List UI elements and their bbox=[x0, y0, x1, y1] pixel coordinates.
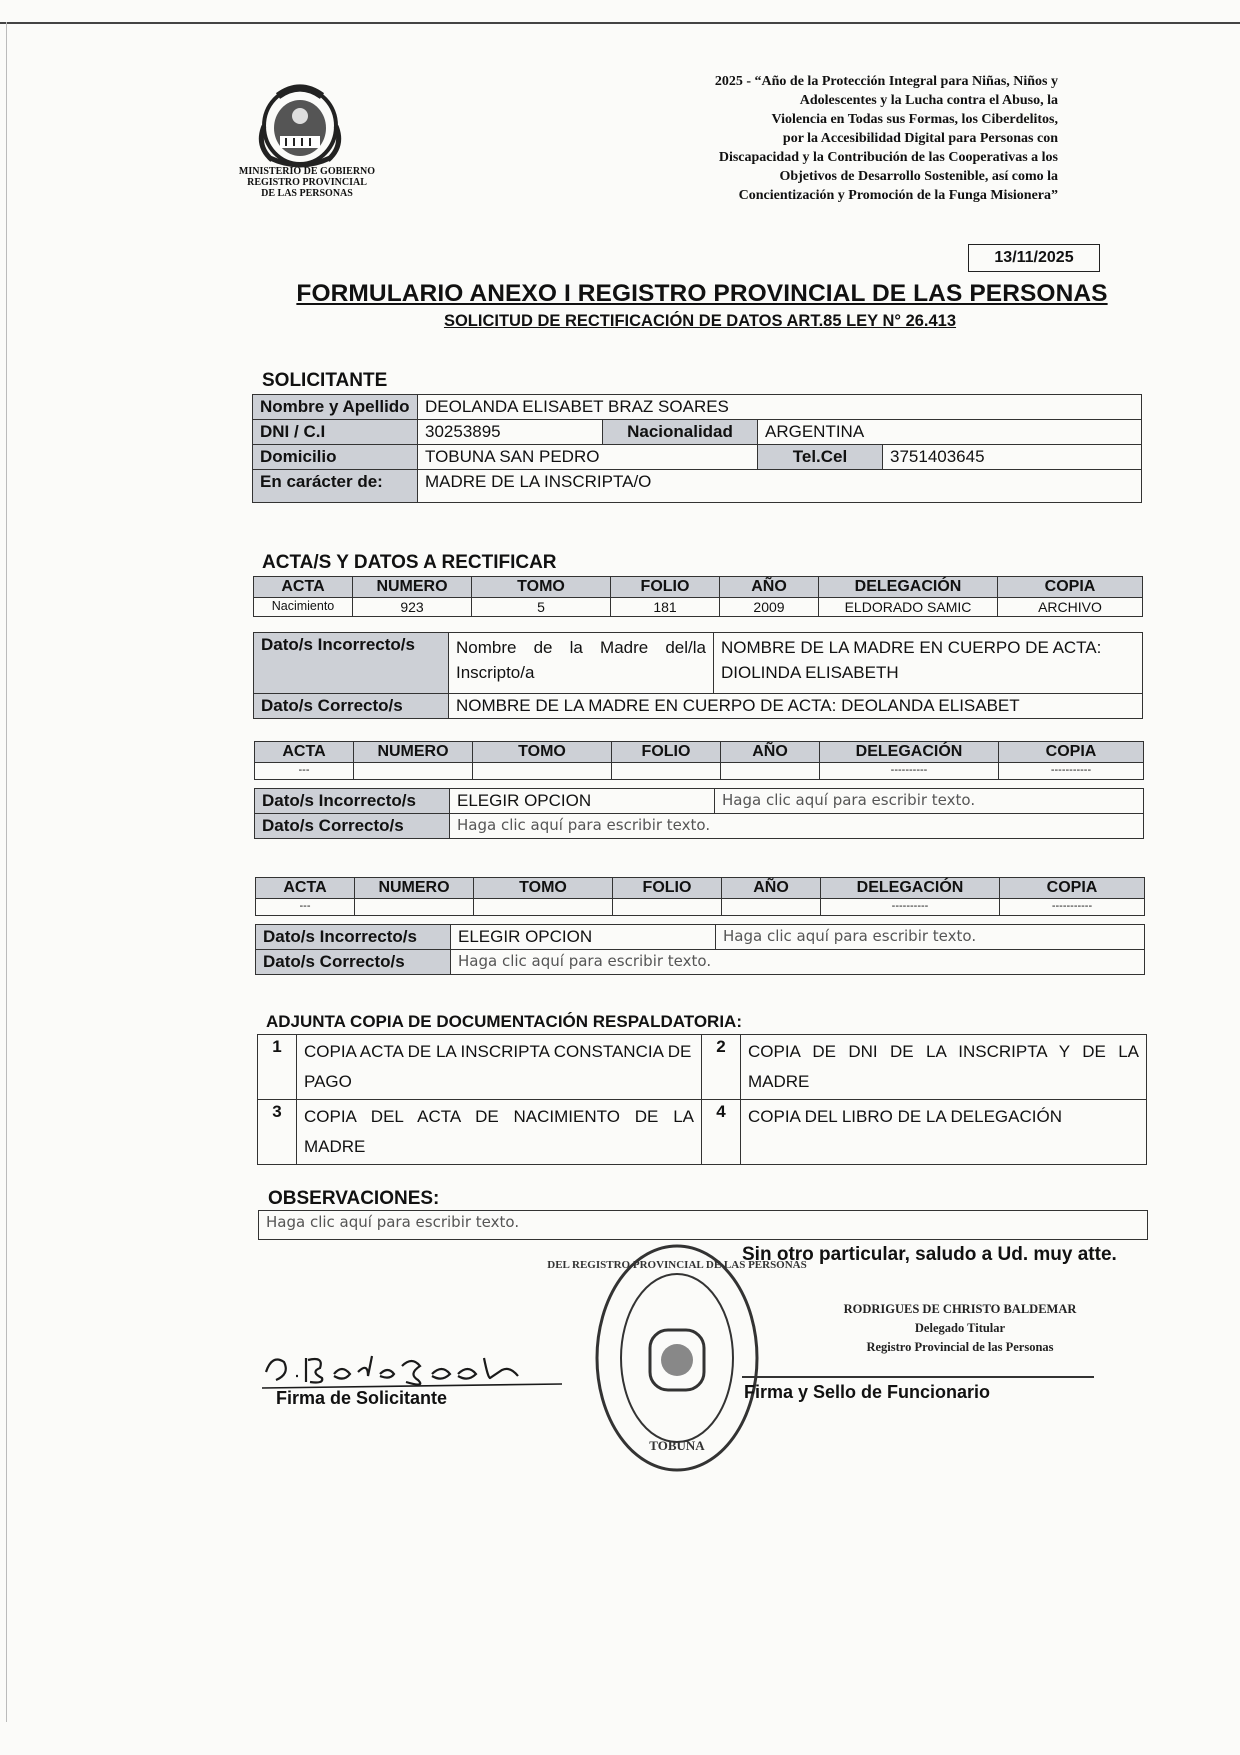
numero-value[interactable] bbox=[355, 899, 474, 916]
incorrect-value[interactable]: Haga clic aquí para escribir texto. bbox=[715, 789, 1144, 814]
nombre-label: Nombre y Apellido bbox=[253, 395, 418, 420]
tomo-value[interactable]: 5 bbox=[472, 598, 611, 617]
col-anio: AÑO bbox=[722, 878, 821, 899]
adjunta-item[interactable]: COPIA DE DNI DE LA INSCRIPTA Y DE LA MADRE bbox=[741, 1035, 1147, 1100]
year-slogan bbox=[560, 72, 1058, 205]
form-title: FORMULARIO ANEXO I REGISTRO PROVINCIAL DE LAS PERSONAS bbox=[296, 280, 1108, 307]
caracter-field[interactable]: MADRE DE LA INSCRIPTA/O bbox=[418, 470, 1142, 503]
date-field[interactable]: 13/11/2025 bbox=[968, 244, 1100, 272]
numero-value[interactable]: 923 bbox=[353, 598, 472, 617]
official-signature-block bbox=[840, 1300, 1080, 1357]
col-anio: AÑO bbox=[720, 577, 819, 598]
acta-2-table bbox=[254, 741, 1144, 780]
incorrect-label: Dato/s Incorrecto/s bbox=[254, 633, 449, 694]
tel-field[interactable]: 3751403645 bbox=[883, 445, 1142, 470]
col-anio: AÑO bbox=[721, 742, 820, 763]
acta-1-table bbox=[253, 576, 1143, 617]
adjunta-item[interactable]: COPIA DEL ACTA DE NACIMIENTO DE LA MADRE bbox=[297, 1100, 702, 1165]
copia-value[interactable]: ----------- bbox=[1000, 899, 1145, 916]
slogan-line: Concientización y Promoción de la Funga Misionera” bbox=[738, 188, 1058, 203]
official-stamp bbox=[547, 1238, 807, 1478]
col-tomo: TOMO bbox=[472, 577, 611, 598]
acta-2-datos bbox=[254, 788, 1144, 839]
official-signature-line bbox=[742, 1376, 1094, 1378]
item-number: 4 bbox=[702, 1100, 741, 1165]
col-folio: FOLIO bbox=[611, 577, 720, 598]
acta-value[interactable]: --- bbox=[255, 763, 354, 780]
col-folio: FOLIO bbox=[613, 878, 722, 899]
col-copia: COPIA bbox=[999, 742, 1144, 763]
domicilio-field[interactable]: TOBUNA SAN PEDRO bbox=[418, 445, 758, 470]
solicitante-heading: SOLICITANTE bbox=[262, 370, 388, 391]
observaciones-field[interactable]: Haga clic aquí para escribir texto. bbox=[259, 1211, 1148, 1240]
col-tomo: TOMO bbox=[474, 878, 613, 899]
slogan-line: Objetivos de Desarrollo Sostenible, así como la bbox=[779, 169, 1058, 184]
col-numero: NUMERO bbox=[354, 742, 473, 763]
ministry-line: DE LAS PERSONAS bbox=[261, 188, 353, 199]
correct-value[interactable]: NOMBRE DE LA MADRE EN CUERPO DE ACTA: DEOLANDA ELISABET bbox=[449, 694, 1143, 719]
col-acta: ACTA bbox=[256, 878, 355, 899]
incorrect-field[interactable]: Nombre de la Madre del/la Inscripto/a bbox=[449, 633, 714, 694]
col-numero: NUMERO bbox=[353, 577, 472, 598]
incorrect-value[interactable]: Haga clic aquí para escribir texto. bbox=[716, 925, 1145, 950]
correct-value[interactable]: Haga clic aquí para escribir texto. bbox=[451, 950, 1145, 975]
copia-value[interactable]: ----------- bbox=[999, 763, 1144, 780]
correct-label: Dato/s Correcto/s bbox=[256, 950, 451, 975]
actas-heading: ACTA/S Y DATOS A RECTIFICAR bbox=[262, 552, 557, 573]
coat-of-arms-logo bbox=[250, 76, 350, 168]
observaciones-heading: OBSERVACIONES: bbox=[268, 1188, 440, 1209]
acta-value[interactable]: --- bbox=[256, 899, 355, 916]
copia-value[interactable]: ARCHIVO bbox=[998, 598, 1143, 617]
folio-value[interactable] bbox=[613, 899, 722, 916]
col-delegacion: DELEGACIÓN bbox=[819, 577, 998, 598]
numero-value[interactable] bbox=[354, 763, 473, 780]
nombre-field[interactable]: DEOLANDA ELISABET BRAZ SOARES bbox=[418, 395, 1142, 420]
slogan-line: por la Accesibilidad Digital para Personas con bbox=[782, 131, 1058, 146]
closing-text: Sin otro particular, saludo a Ud. muy atte. bbox=[742, 1244, 1117, 1265]
col-folio: FOLIO bbox=[612, 742, 721, 763]
adjunta-item[interactable]: COPIA ACTA DE LA INSCRIPTA CONSTANCIA DE PAGO bbox=[297, 1035, 702, 1100]
acta-3-datos bbox=[255, 924, 1145, 975]
slogan-line: Adolescentes y la Lucha contra el Abuso, la bbox=[799, 93, 1058, 108]
delegacion-value[interactable]: ELDORADO SAMIC bbox=[819, 598, 998, 617]
correct-label: Dato/s Correcto/s bbox=[254, 694, 449, 719]
acta-3-table bbox=[255, 877, 1145, 916]
stamp-city: TOBUNA bbox=[649, 1438, 705, 1453]
nacionalidad-field[interactable]: ARGENTINA bbox=[758, 420, 1142, 445]
item-number: 2 bbox=[702, 1035, 741, 1100]
ministry-name bbox=[218, 166, 396, 199]
official-line: Registro Provincial de las Personas bbox=[866, 1340, 1054, 1354]
domicilio-label: Domicilio bbox=[253, 445, 418, 470]
tel-label: Tel.Cel bbox=[758, 445, 883, 470]
incorrect-value[interactable]: NOMBRE DE LA MADRE EN CUERPO DE ACTA: DIOLINDA ELISABETH bbox=[714, 633, 1143, 694]
col-delegacion: DELEGACIÓN bbox=[821, 878, 1000, 899]
folio-value[interactable]: 181 bbox=[611, 598, 720, 617]
correct-label: Dato/s Correcto/s bbox=[255, 814, 450, 839]
slogan-line: 2025 - “Año de la Protección Integral para Niñas, Niños y bbox=[714, 74, 1058, 89]
scan-left-edge bbox=[6, 22, 7, 1722]
nacionalidad-label: Nacionalidad bbox=[603, 420, 758, 445]
col-copia: COPIA bbox=[998, 577, 1143, 598]
firma-funcionario-label: Firma y Sello de Funcionario bbox=[744, 1382, 991, 1402]
tomo-value[interactable] bbox=[473, 763, 612, 780]
item-number: 1 bbox=[258, 1035, 297, 1100]
incorrect-field-dropdown[interactable]: ELEGIR OPCION bbox=[450, 789, 715, 814]
official-line: Delegado Titular bbox=[914, 1321, 1006, 1335]
acta-value[interactable]: Nacimiento bbox=[254, 598, 353, 617]
col-numero: NUMERO bbox=[355, 878, 474, 899]
anio-value[interactable]: 2009 bbox=[720, 598, 819, 617]
col-tomo: TOMO bbox=[473, 742, 612, 763]
col-acta: ACTA bbox=[254, 577, 353, 598]
stamp-text: DEL REGISTRO PROVINCIAL DE LAS PERSONAS bbox=[547, 1259, 807, 1271]
observaciones-table bbox=[258, 1210, 1148, 1240]
tomo-value[interactable] bbox=[474, 899, 613, 916]
delegacion-value[interactable]: ---------- bbox=[821, 899, 1000, 916]
anio-value[interactable] bbox=[721, 763, 820, 780]
ministry-line: MINISTERIO DE GOBIERNO bbox=[238, 166, 376, 177]
official-line: RODRIGUES DE CHRISTO BALDEMAR bbox=[843, 1302, 1077, 1316]
item-number: 3 bbox=[258, 1100, 297, 1165]
solicitante-table bbox=[252, 394, 1142, 503]
dni-field[interactable]: 30253895 bbox=[418, 420, 603, 445]
ministry-line: REGISTRO PROVINCIAL bbox=[247, 177, 367, 188]
col-delegacion: DELEGACIÓN bbox=[820, 742, 999, 763]
folio-value[interactable] bbox=[612, 763, 721, 780]
anio-value[interactable] bbox=[722, 899, 821, 916]
solicitante-signature bbox=[262, 1348, 592, 1392]
firma-solicitante-label: Firma de Solicitante bbox=[276, 1388, 448, 1408]
col-copia: COPIA bbox=[1000, 878, 1145, 899]
caracter-label: En carácter de: bbox=[253, 470, 418, 503]
adjunta-item[interactable]: COPIA DEL LIBRO DE LA DELEGACIÓN bbox=[741, 1100, 1147, 1165]
scan-top-edge bbox=[0, 22, 1240, 24]
dni-label: DNI / C.I bbox=[253, 420, 418, 445]
form-subtitle: SOLICITUD DE RECTIFICACIÓN DE DATOS ART.85 LEY N° 26.413 bbox=[443, 312, 957, 330]
acta-1-datos bbox=[253, 632, 1143, 719]
incorrect-label: Dato/s Incorrecto/s bbox=[255, 789, 450, 814]
slogan-line: Violencia en Todas sus Formas, los Ciberdelitos, bbox=[771, 112, 1058, 127]
adjunta-table bbox=[257, 1034, 1147, 1165]
delegacion-value[interactable]: ---------- bbox=[820, 763, 999, 780]
slogan-line: Discapacidad y la Contribución de las Cooperativas a los bbox=[718, 150, 1058, 165]
adjunta-heading: ADJUNTA COPIA DE DOCUMENTACIÓN RESPALDATORIA: bbox=[266, 1012, 742, 1031]
incorrect-label: Dato/s Incorrecto/s bbox=[256, 925, 451, 950]
col-acta: ACTA bbox=[255, 742, 354, 763]
correct-value[interactable]: Haga clic aquí para escribir texto. bbox=[450, 814, 1144, 839]
incorrect-field-dropdown[interactable]: ELEGIR OPCION bbox=[451, 925, 716, 950]
